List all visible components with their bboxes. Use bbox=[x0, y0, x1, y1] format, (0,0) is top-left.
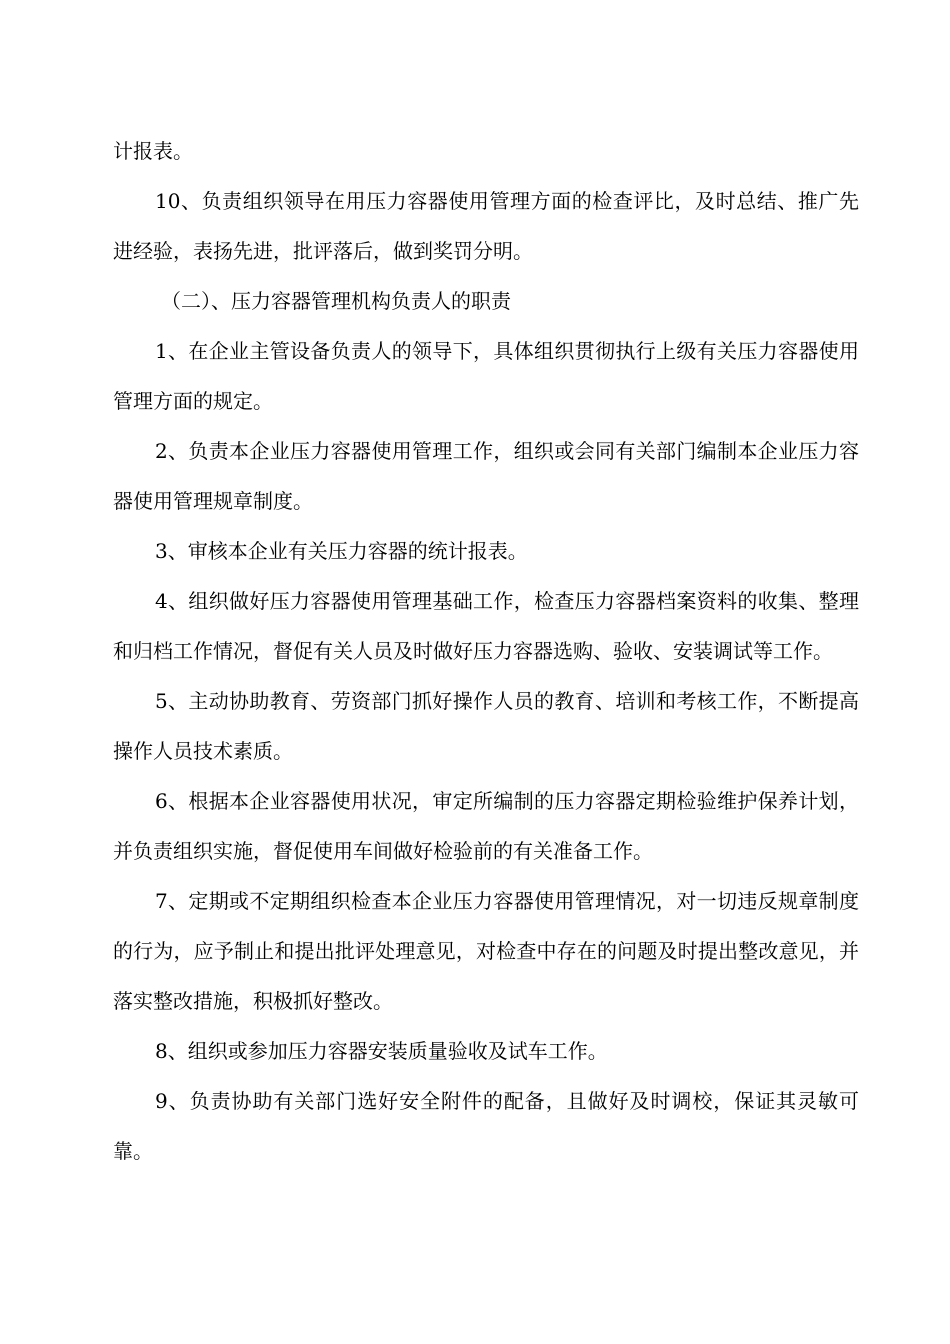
paragraph-item-7: 7、定期或不定期组织检查本企业压力容器使用管理情况，对一切违反规章制度的行为，应予制止和提出批评处理意见，对检查中存在的问题及时提出整改意见，并落实整改措施，积极抓好整改。 bbox=[113, 889, 859, 1013]
paragraph-item-3: 3、审核本企业有关压力容器的统计报表。 bbox=[155, 539, 528, 563]
document-body bbox=[113, 126, 859, 1176]
section-heading: （二）、压力容器管理机构负责人的职责 bbox=[161, 289, 511, 313]
paragraph-item-10: 10、负责组织领导在用压力容器使用管理方面的检查评比，及时总结、推广先进经验，表扬先进，批评落后，做到奖罚分明。 bbox=[113, 189, 859, 263]
paragraph-item-5: 5、主动协助教育、劳资部门抓好操作人员的教育、培训和考核工作，不断提高操作人员技术素质。 bbox=[113, 689, 859, 763]
paragraph-item-6: 6、根据本企业容器使用状况，审定所编制的压力容器定期检验维护保养计划，并负责组织实施，督促使用车间做好检验前的有关准备工作。 bbox=[113, 789, 859, 863]
paragraph-item-2: 2、负责本企业压力容器使用管理工作，组织或会同有关部门编制本企业压力容器使用管理规章制度。 bbox=[113, 439, 859, 513]
paragraph-continuation: 计报表。 bbox=[113, 139, 193, 163]
paragraph-item-9: 9、负责协助有关部门选好安全附件的配备，且做好及时调校，保证其灵敏可靠。 bbox=[113, 1089, 859, 1163]
paragraph-item-8: 8、组织或参加压力容器安装质量验收及试车工作。 bbox=[155, 1039, 608, 1063]
paragraph-item-1: 1、在企业主管设备负责人的领导下，具体组织贯彻执行上级有关压力容器使用管理方面的规定。 bbox=[113, 339, 859, 413]
paragraph-item-4: 4、组织做好压力容器使用管理基础工作，检查压力容器档案资料的收集、整理和归档工作情况，督促有关人员及时做好压力容器选购、验收、安装调试等工作。 bbox=[113, 589, 859, 663]
